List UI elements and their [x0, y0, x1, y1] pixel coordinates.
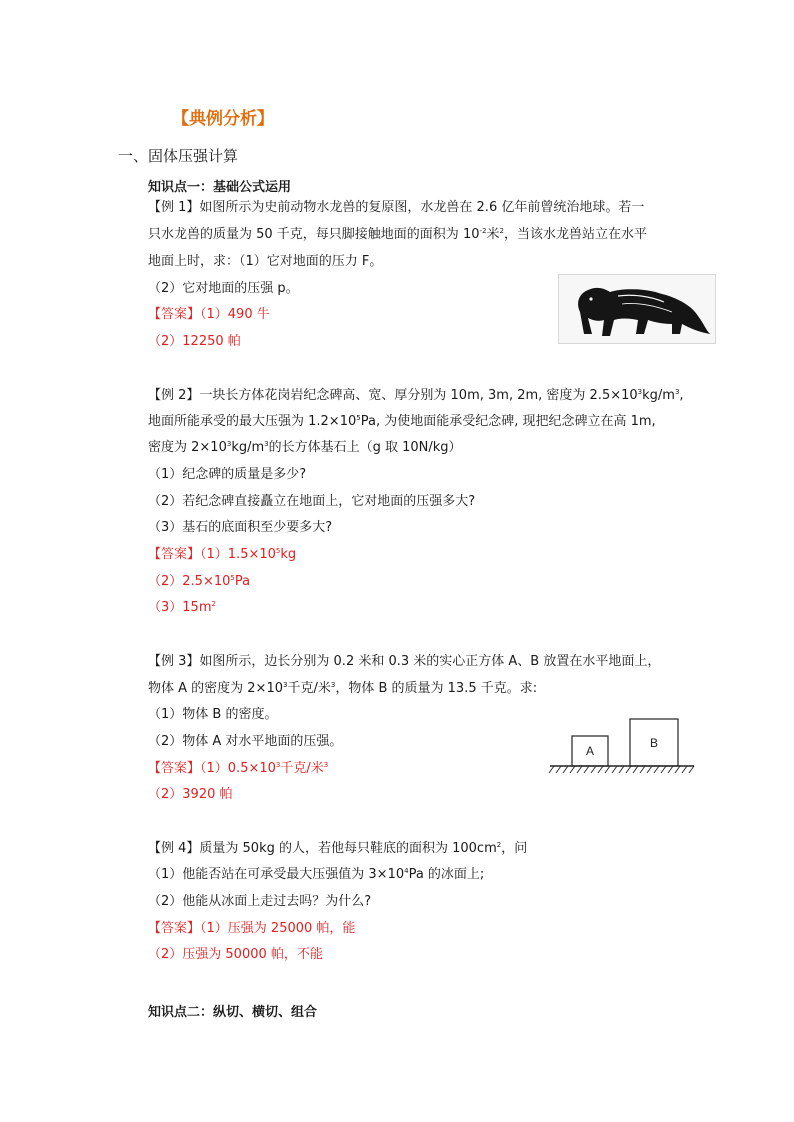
ex2-line1: 【例 2】一块长方体花岗岩纪念碑高、宽、厚分别为 10m, 3m, 2m, 密度为 $2.5\times 10^3kg/m^3$, [148, 388, 684, 403]
ex4-question2: （2）他能从冰面上走过去吗？为什么? [148, 894, 372, 909]
knowledge-point-2: 知识点二：纵切、横切、组合 [148, 1005, 318, 1020]
ex1-line2: 只水龙兽的质量为 50 千克，每只脚接触地面的面积为 $10^{-2}$米$^2$，当该水龙兽站立在水平 [148, 227, 647, 242]
ex2-question2: （2）若纪念碑直接矗立在地面上，它对地面的压强多大? [148, 494, 476, 509]
ex3-question2: （2）物体 A 对水平地面的压强。 [148, 734, 343, 749]
ex2-answer2: $(2)2.5\times 10^5Pa$ [148, 574, 251, 589]
ground-hatching [549, 766, 694, 773]
ex2-line3: 密度为 $2\times 10^3kg/m^3$的长方体基石上（g 取 10N/kg） [148, 440, 462, 455]
ex4-answer1: 【答案】（1）压强为 25000 帕，能 [148, 921, 356, 936]
heading-solid-pressure: 一、固体压强计算 [118, 147, 239, 165]
ex4-line1: 【例 4】质量为 50kg 的人，若他每只鞋底的面积为 $100cm^2$，问 [148, 841, 528, 856]
ex1-line4: （2）它对地面的压强 p。 [148, 281, 299, 296]
block-b-label: B [649, 736, 659, 750]
ex2-answer3: $(3)15m^2$ [148, 600, 216, 615]
ex2-question3: （3）基石的底面积至少要多大? [148, 520, 333, 535]
ex3-line2: 物体 A 的密度为 $2\times 10^3$千克/米$^3$，物体 B 的质量为 13.5 千克。求: [148, 681, 538, 696]
section-title: 【典例分析】 [172, 109, 274, 129]
ex3-answer2: （2）3920 帕 [148, 787, 233, 802]
ex2-question1: （1）纪念碑的质量是多少? [148, 467, 307, 482]
ex1-line3: 地面上时，求：（1）它对地面的压力 F。 [148, 254, 383, 269]
ex3-question1: （1）物体 B 的密度。 [148, 707, 278, 722]
knowledge-point-1: 知识点一：基础公式运用 [148, 180, 292, 195]
lystrosaurus-figure [558, 274, 716, 344]
ex3-answer1: 【答案】$(1)0.5\times 10^3$千克/米$^3$ [148, 761, 329, 776]
ex4-answer2: （2）压强为 50000 帕，不能 [148, 947, 323, 962]
ex2-answer1: 【答案】$(1)1.5\times 10^5kg$ [148, 547, 297, 562]
ex3-line1: 【例 3】如图所示，边长分别为 0.2 米和 0.3 米的实心正方体 A、B 放置在水平地面上， [148, 654, 661, 669]
ex2-line2: 地面所能承受的最大压强为 $1.2\times 10^5Pa$, 为使地面能承受纪念碑, 现把纪念碑立在高 1m, [148, 414, 656, 429]
ex1-line1: 【例 1】如图所示为史前动物水龙兽的复原图，水龙兽在 2.6 亿年前曾统治地球。若一 [148, 200, 645, 215]
ex1-answer1: 【答案】（1）490 牛 [148, 307, 270, 322]
blocks-figure [548, 714, 696, 776]
ex4-question1: （1）他能否站在可承受最大压强值为 $3\times 10^4Pa$ 的冰面上; [148, 867, 485, 882]
ex1-answer2: （2）12250 帕 [148, 334, 241, 349]
block-a-label: A [585, 744, 595, 758]
